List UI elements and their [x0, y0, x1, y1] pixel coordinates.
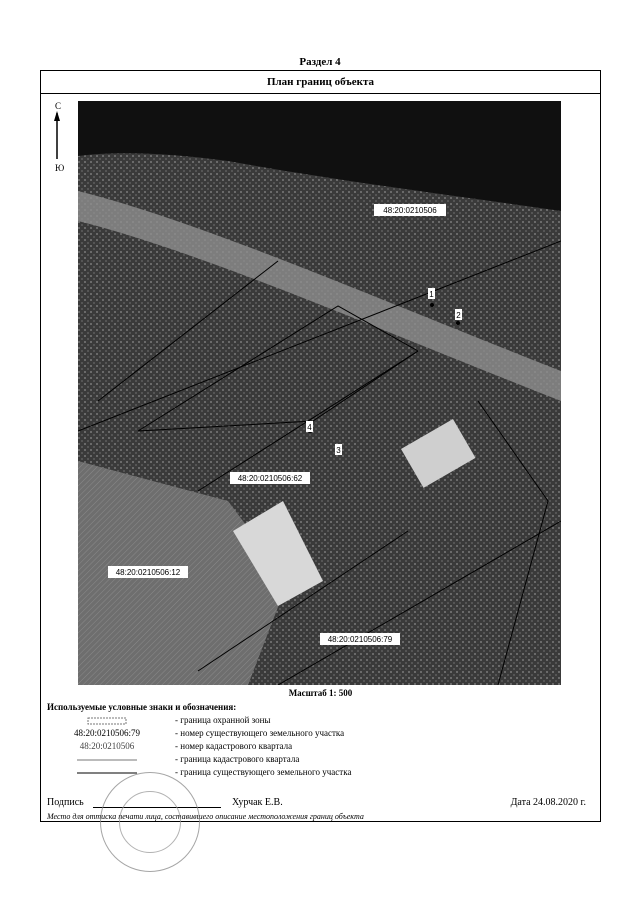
- label-parcel-62-text: 48:20:0210506:62: [237, 474, 303, 483]
- signer-name: Хурчак Е.В.: [232, 797, 283, 808]
- protection-zone-symbol: [47, 715, 167, 725]
- point-label-3: [335, 444, 342, 455]
- legend-symbol: 48:20:0210506:79: [73, 728, 140, 738]
- legend-row: [47, 741, 567, 753]
- seal-stamp-icon: [100, 772, 200, 872]
- compass-north: С: [55, 101, 62, 111]
- legend-row: [47, 728, 567, 740]
- legend-row: [47, 715, 567, 727]
- label-parcel-12: [108, 566, 188, 578]
- plan-frame: [40, 70, 601, 822]
- label-parcel-12-text: 48:20:0210506:12: [115, 568, 181, 577]
- point-label-4: [306, 421, 313, 432]
- point-label-1: [428, 288, 435, 299]
- stamp-note: Место для оттиска печати лица, составившего описание местоположения границ объекта: [47, 812, 364, 821]
- label-parcel-79-text: 48:20:0210506:79: [327, 635, 393, 644]
- legend-title: Используемые условные знаки и обозначения:: [47, 702, 237, 712]
- label-parcel-79: [320, 633, 400, 645]
- legend-desc: - граница охранной зоны: [175, 715, 271, 725]
- label-parcel-62: [230, 472, 310, 484]
- point-1-text: 1: [429, 290, 434, 299]
- signature-date: Дата 24.08.2020 г.: [510, 797, 586, 808]
- legend-desc: - граница кадастрового квартала: [175, 754, 300, 764]
- legend-desc: - номер кадастрового квартала: [175, 741, 293, 751]
- point-2-text: 2: [456, 311, 461, 320]
- map-scale: Масштаб 1: 500: [288, 688, 353, 698]
- point-4-text: 4: [307, 423, 312, 432]
- legend-symbol: 48:20:0210506: [79, 741, 135, 751]
- satellite-map: [78, 101, 561, 685]
- north-arrow-icon: [51, 101, 71, 181]
- point-3-text: 3: [336, 446, 341, 455]
- section-title: Раздел 4: [299, 56, 341, 68]
- point-label-2: [455, 309, 462, 320]
- legend-desc: - граница существующего земельного участка: [175, 767, 352, 777]
- label-quarter-text: 48:20:0210506: [383, 206, 437, 215]
- compass-south: Ю: [55, 163, 65, 173]
- signature-label: Подпись: [47, 797, 84, 808]
- quarter-boundary-symbol: [47, 754, 167, 764]
- label-quarter-top: [374, 204, 446, 216]
- legend-desc: - номер существующего земельного участка: [175, 728, 345, 738]
- plan-header: План границ объекта: [41, 71, 600, 94]
- legend-row: [47, 754, 567, 766]
